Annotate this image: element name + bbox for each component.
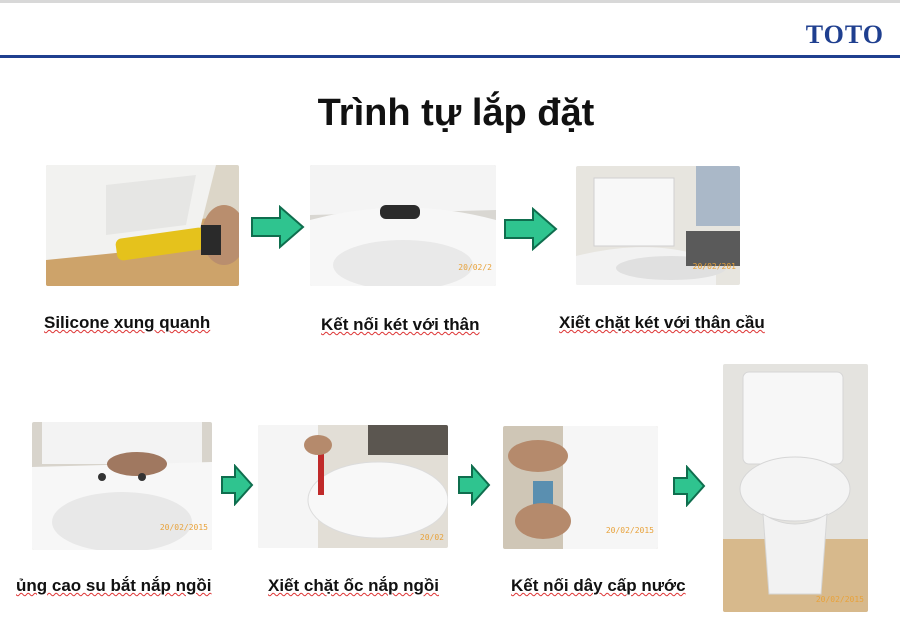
date-stamp: 20/02/2 [458, 263, 492, 272]
step-7-photo [723, 364, 868, 612]
step-3-caption: Xiết chặt két với thân cầu [559, 313, 765, 332]
step-6-photo [503, 426, 658, 549]
step-4-caption: ủng cao su bắt nắp ngồi [16, 576, 212, 595]
step-2-caption: Kết nối két với thân [321, 315, 480, 334]
arrow-right-icon [672, 465, 706, 507]
top-border [0, 0, 900, 3]
arrow-right-icon [503, 207, 558, 251]
date-stamp: 20/02/201 [692, 262, 736, 271]
toto-logo: TOTO [805, 20, 884, 49]
step-3-photo [576, 166, 740, 285]
page-title: Trình tự lắp đặt [317, 92, 595, 134]
step-4-photo [32, 422, 212, 550]
date-stamp: 20/02/2015 [605, 526, 654, 535]
step-1-photo [46, 165, 239, 286]
arrow-right-icon [457, 464, 491, 506]
step-6-caption: Kết nối dây cấp nước [511, 576, 686, 595]
arrow-right-icon [250, 205, 305, 249]
brand-divider [0, 55, 900, 58]
arrow-right-icon [220, 464, 254, 506]
step-1-caption: Silicone xung quanh [44, 313, 211, 332]
seat-screw-photo-image [258, 425, 448, 548]
step-5-photo [258, 425, 448, 548]
step-2-photo [310, 165, 496, 286]
silicone-photo-image [46, 165, 239, 286]
date-stamp: 20/02 [419, 533, 444, 542]
step-5-caption: Xiết chặt ốc nắp ngồi [268, 576, 439, 595]
date-stamp: 20/02/2015 [159, 523, 208, 532]
date-stamp: 20/02/2015 [815, 595, 864, 604]
finished-toilet-photo-image [723, 364, 868, 612]
